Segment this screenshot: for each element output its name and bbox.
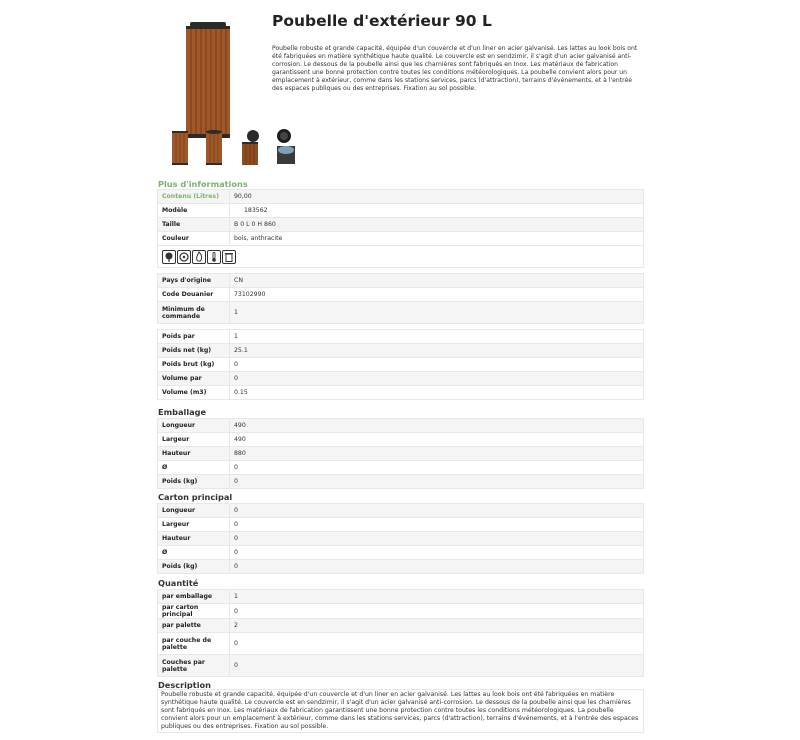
quantite-table: [157, 589, 644, 677]
spec-key: par couche de palette: [158, 633, 230, 655]
spec-value: 0: [230, 532, 644, 546]
spec-value: CN: [230, 274, 644, 288]
spec-key: Volume (m3): [158, 386, 230, 400]
spec-key: Pays d'origine: [158, 274, 230, 288]
table-row: [158, 372, 644, 386]
table-row: [158, 619, 644, 633]
table-row: [158, 461, 644, 475]
description-title: Description: [158, 680, 211, 690]
table-row: [158, 358, 644, 372]
fire-icon: [192, 250, 206, 264]
spec-value: 1: [230, 590, 644, 604]
spec-key: Poids par: [158, 330, 230, 344]
spec-value: 0: [230, 475, 644, 489]
spec-value: 0: [230, 655, 644, 677]
spec-key: Largeur: [158, 433, 230, 447]
spec-value: 1: [230, 302, 644, 324]
table-row: [158, 504, 644, 518]
feature-icons: [162, 250, 639, 264]
bin-open-top-thumbnail[interactable]: [272, 128, 300, 168]
spec-key: Poids (kg): [158, 475, 230, 489]
spec-key: Couleur: [158, 232, 230, 246]
product-main-image[interactable]: [176, 20, 240, 144]
table-row: [158, 433, 644, 447]
description-text: Poubelle robuste et grande capacité, équipée d'un couvercle et d'un liner en acier galvanisé. Les lattes au look bois ont été fabriquées en matière synthétique haute qualité. Le couvercle est en sendzimir, il s'agit d'un acier galvanisé anti-corrosion. Le dessous de la poubelle ainsi que les charnières sont fabriqués en Inox. Les matériaux de fabrication garantissent une bonne protection contre toutes les conditions météorologiques. La poubelle convient alors pour un emplacement à extérieur, comme dans les stations services, parcs (d'attraction), terrains d'événements, et à l'entrée des espaces publiques ou des entreprises. Fixation au sol possible.: [157, 689, 644, 733]
spec-key: Poids brut (kg): [158, 358, 230, 372]
spec-value: 0: [230, 518, 644, 532]
spec-key: Longueur: [158, 504, 230, 518]
spec-key: Longueur: [158, 419, 230, 433]
spec-key: Poids net (kg): [158, 344, 230, 358]
spec-value: 1: [230, 330, 644, 344]
table-row: [158, 518, 644, 532]
thermometer-icon: [207, 250, 221, 264]
spec-value: 490: [230, 419, 644, 433]
spec-value: 183562: [230, 204, 644, 218]
feature-icons-row: [158, 246, 644, 268]
table-row: [158, 604, 644, 619]
table-row: [158, 447, 644, 461]
table-row: [158, 330, 644, 344]
spec-key: Minimum de commande: [158, 302, 230, 324]
spec-key: par carton principal: [158, 604, 230, 619]
table-row: [158, 633, 644, 655]
spec-value: bois, anthracite: [230, 232, 644, 246]
bin-front-thumbnail[interactable]: [166, 128, 194, 168]
spec-key: par emballage: [158, 590, 230, 604]
spec-key: Hauteur: [158, 532, 230, 546]
more-info-title: Plus d'informations: [158, 179, 248, 189]
table-row: [158, 560, 644, 574]
table-row: [158, 532, 644, 546]
spec-value: 0: [230, 372, 644, 386]
spec-value: 0: [230, 560, 644, 574]
spec-value: 0: [230, 546, 644, 560]
more-info-table: [157, 189, 644, 400]
spec-key: Largeur: [158, 518, 230, 532]
spec-key: Taille: [158, 218, 230, 232]
table-row: [158, 655, 644, 677]
spec-key: Poids (kg): [158, 560, 230, 574]
bin-side-thumbnail[interactable]: [200, 128, 228, 168]
spec-key: Contenu (Litres): [158, 190, 230, 204]
product-title: Poubelle d'extérieur 90 L: [272, 12, 492, 30]
spec-key: Modèle: [158, 204, 230, 218]
recycle-icon: [177, 250, 191, 264]
table-row: [158, 590, 644, 604]
table-row: [158, 386, 644, 400]
spec-key: Volume par: [158, 372, 230, 386]
table-row: [158, 344, 644, 358]
table-row: [158, 218, 644, 232]
table-row: [158, 274, 644, 288]
spec-key: Couches par palette: [158, 655, 230, 677]
spec-value: 0.15: [230, 386, 644, 400]
spec-value: 490: [230, 433, 644, 447]
spec-key: Ø: [158, 546, 230, 560]
quantite-title: Quantité: [158, 578, 199, 588]
bin-icon: [222, 250, 236, 264]
table-row: [158, 204, 644, 218]
spec-value: B 0 L 0 H 860: [230, 218, 644, 232]
carton-table: [157, 503, 644, 574]
bin-open-thumbnail[interactable]: [236, 128, 264, 168]
emballage-table: [157, 418, 644, 489]
table-row: [158, 419, 644, 433]
tree-icon: [162, 250, 176, 264]
spec-value: 0: [230, 461, 644, 475]
table-row: [158, 232, 644, 246]
table-row: [158, 475, 644, 489]
product-intro: Poubelle robuste et grande capacité, équipée d'un couvercle et d'un liner en acier galvanisé. Les lattes au look bois ont été fabriquées en matière synthétique haute qualité. Le couvercle est en sendzimir, il s'agit d'un acier galvanisé anti-corrosion. Le dessous de la poubelle ainsi que les charnières sont fabriqués en Inox. Les matériaux de fabrication garantissent une bonne protection contre toutes les conditions météorologiques. La poubelle convient alors pour un emplacement à extérieur, comme dans les stations services, parcs (d'attraction), terrains d'événements, et à l'entrée des espaces publiques ou des entreprises. Fixation au sol possible.: [272, 45, 638, 92]
spec-value: 73102990: [230, 288, 644, 302]
spec-key: Ø: [158, 461, 230, 475]
table-row: [158, 288, 644, 302]
spec-value: 880: [230, 447, 644, 461]
spec-value: 0: [230, 633, 644, 655]
emballage-title: Emballage: [158, 407, 207, 417]
spec-value: 0: [230, 358, 644, 372]
spec-value: 25.1: [230, 344, 644, 358]
table-row: [158, 546, 644, 560]
spec-key: par palette: [158, 619, 230, 633]
table-row: [158, 302, 644, 324]
spec-value: 2: [230, 619, 644, 633]
spec-value: 90,00: [230, 190, 644, 204]
table-row: [158, 190, 644, 204]
spec-value: 0: [230, 504, 644, 518]
carton-title: Carton principal: [158, 492, 233, 502]
spec-key: Code Douanier: [158, 288, 230, 302]
spec-value: 0: [230, 604, 644, 619]
spec-key: Hauteur: [158, 447, 230, 461]
